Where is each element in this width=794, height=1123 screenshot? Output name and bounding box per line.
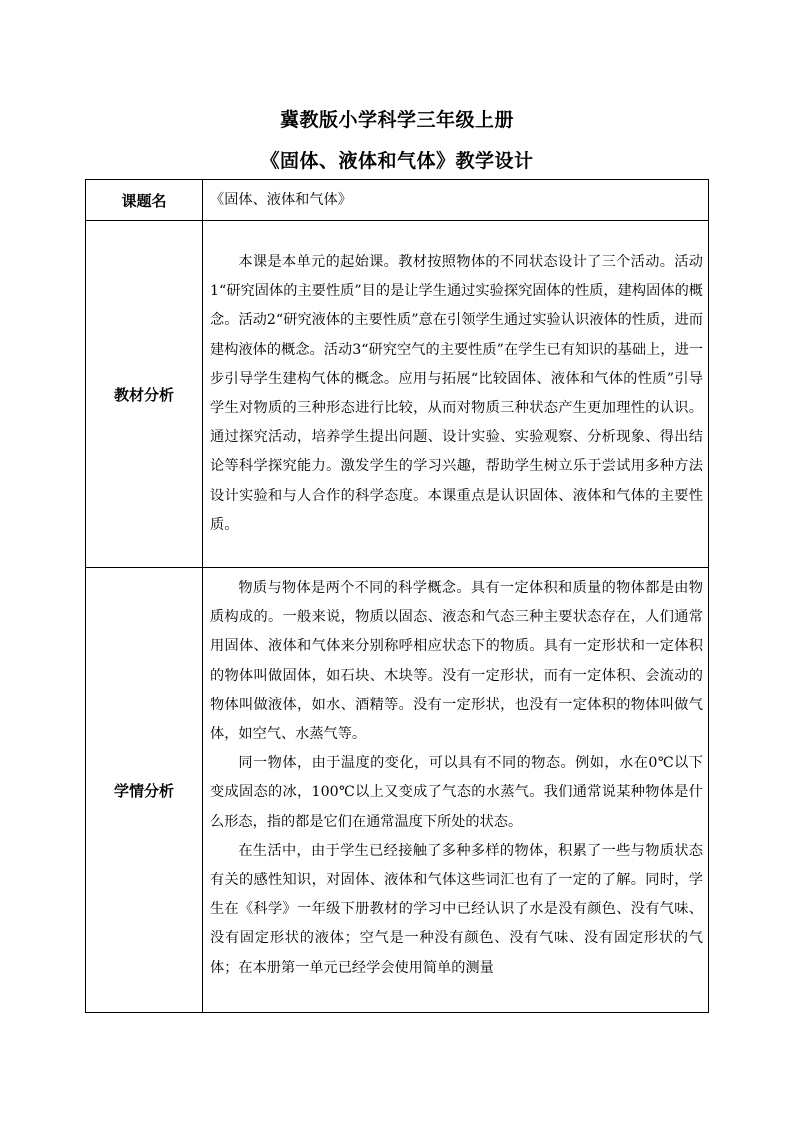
student-analysis-paragraph-2: 同一物体，由于温度的变化，可以具有不同的物态。例如，水在0℃以下变成固态的冰，100℃以上又变成了气态的水蒸气。我们通常说某种物体是什么形态，指的都是它们在通常温度下所处的状态。 [210,755,703,830]
table-row-lesson-name [86,180,709,221]
document-subtitle: 《固体、液体和气体》教学设计 [260,150,534,172]
lesson-name-text: 《固体、液体和气体》 [210,192,352,208]
student-analysis-paragraph-1: 物质与物体是两个不同的科学概念。具有一定体积和质量的物体都是由物质构成的。一般来说，物质以固态、液态和气态三种主要状态存在，人们通常用固体、液体和气体来分别称呼相应状态下的物质。具有一定形状和一定体积的物体叫做固体，如石块、木块等。没有一定形状，而有一定体积、会流动的物体叫做液体，如水、酒精等。没有一定形状，也没有一定体积的物体叫做气体，如空气、水蒸气等。 [210,580,703,743]
row-content-textbook-analysis [203,221,709,568]
table-row-textbook-analysis [86,221,709,568]
row-label-lesson-name: 课题名 [86,180,203,221]
table-row-student-analysis [86,568,709,1013]
student-analysis-paragraph-3: 在生活中，由于学生已经接触了多种多样的物体，积累了一些与物质状态有关的感性知识，对固体、液体和气体这些词汇也有了一定的了解。同时，学生在《科学》一年级下册教材的学习中已经认识了水是没有颜色、没有气味、没有固定形状的液体；空气是一种没有颜色、没有气味、没有固定形状的气体；在本册第一单元已经学会使用简单的测量 [210,842,703,976]
row-content-lesson-name [203,180,709,221]
textbook-analysis-paragraph: 本课是本单元的起始课。教材按照物体的不同状态设计了三个活动。活动1“研究固体的主要性质”目的是让学生通过实验探究固体的性质，建构固体的概念。活动2“研究液体的主要性质”意在引领学生通过实验认识液体的性质，进而建构液体的概念。活动3“研究空气的主要性质”在学生已有知识的基础上，进一步引导学生建构气体的概念。应用与拓展“比较固体、液体和气体的性质”引导学生对物质的三种形态进行比较，从而对物质三种状态产生更加理性的认识。通过探究活动，培养学生提出问题、设计实验、实验观察、分析现象、得出结论等科学探究能力。激发学生的学习兴趣，帮助学生树立乐于尝试用多种方法设计实验和与人合作的科学态度。本课重点是认识固体、液体和气体的主要性质。 [210,253,703,533]
lesson-plan-table [85,179,709,1013]
row-content-student-analysis [203,568,709,1013]
row-label-student-analysis: 学情分析 [86,568,203,1013]
document-title: 冀教版小学科学三年级上册 [279,109,514,131]
row-label-textbook-analysis: 教材分析 [86,221,203,568]
